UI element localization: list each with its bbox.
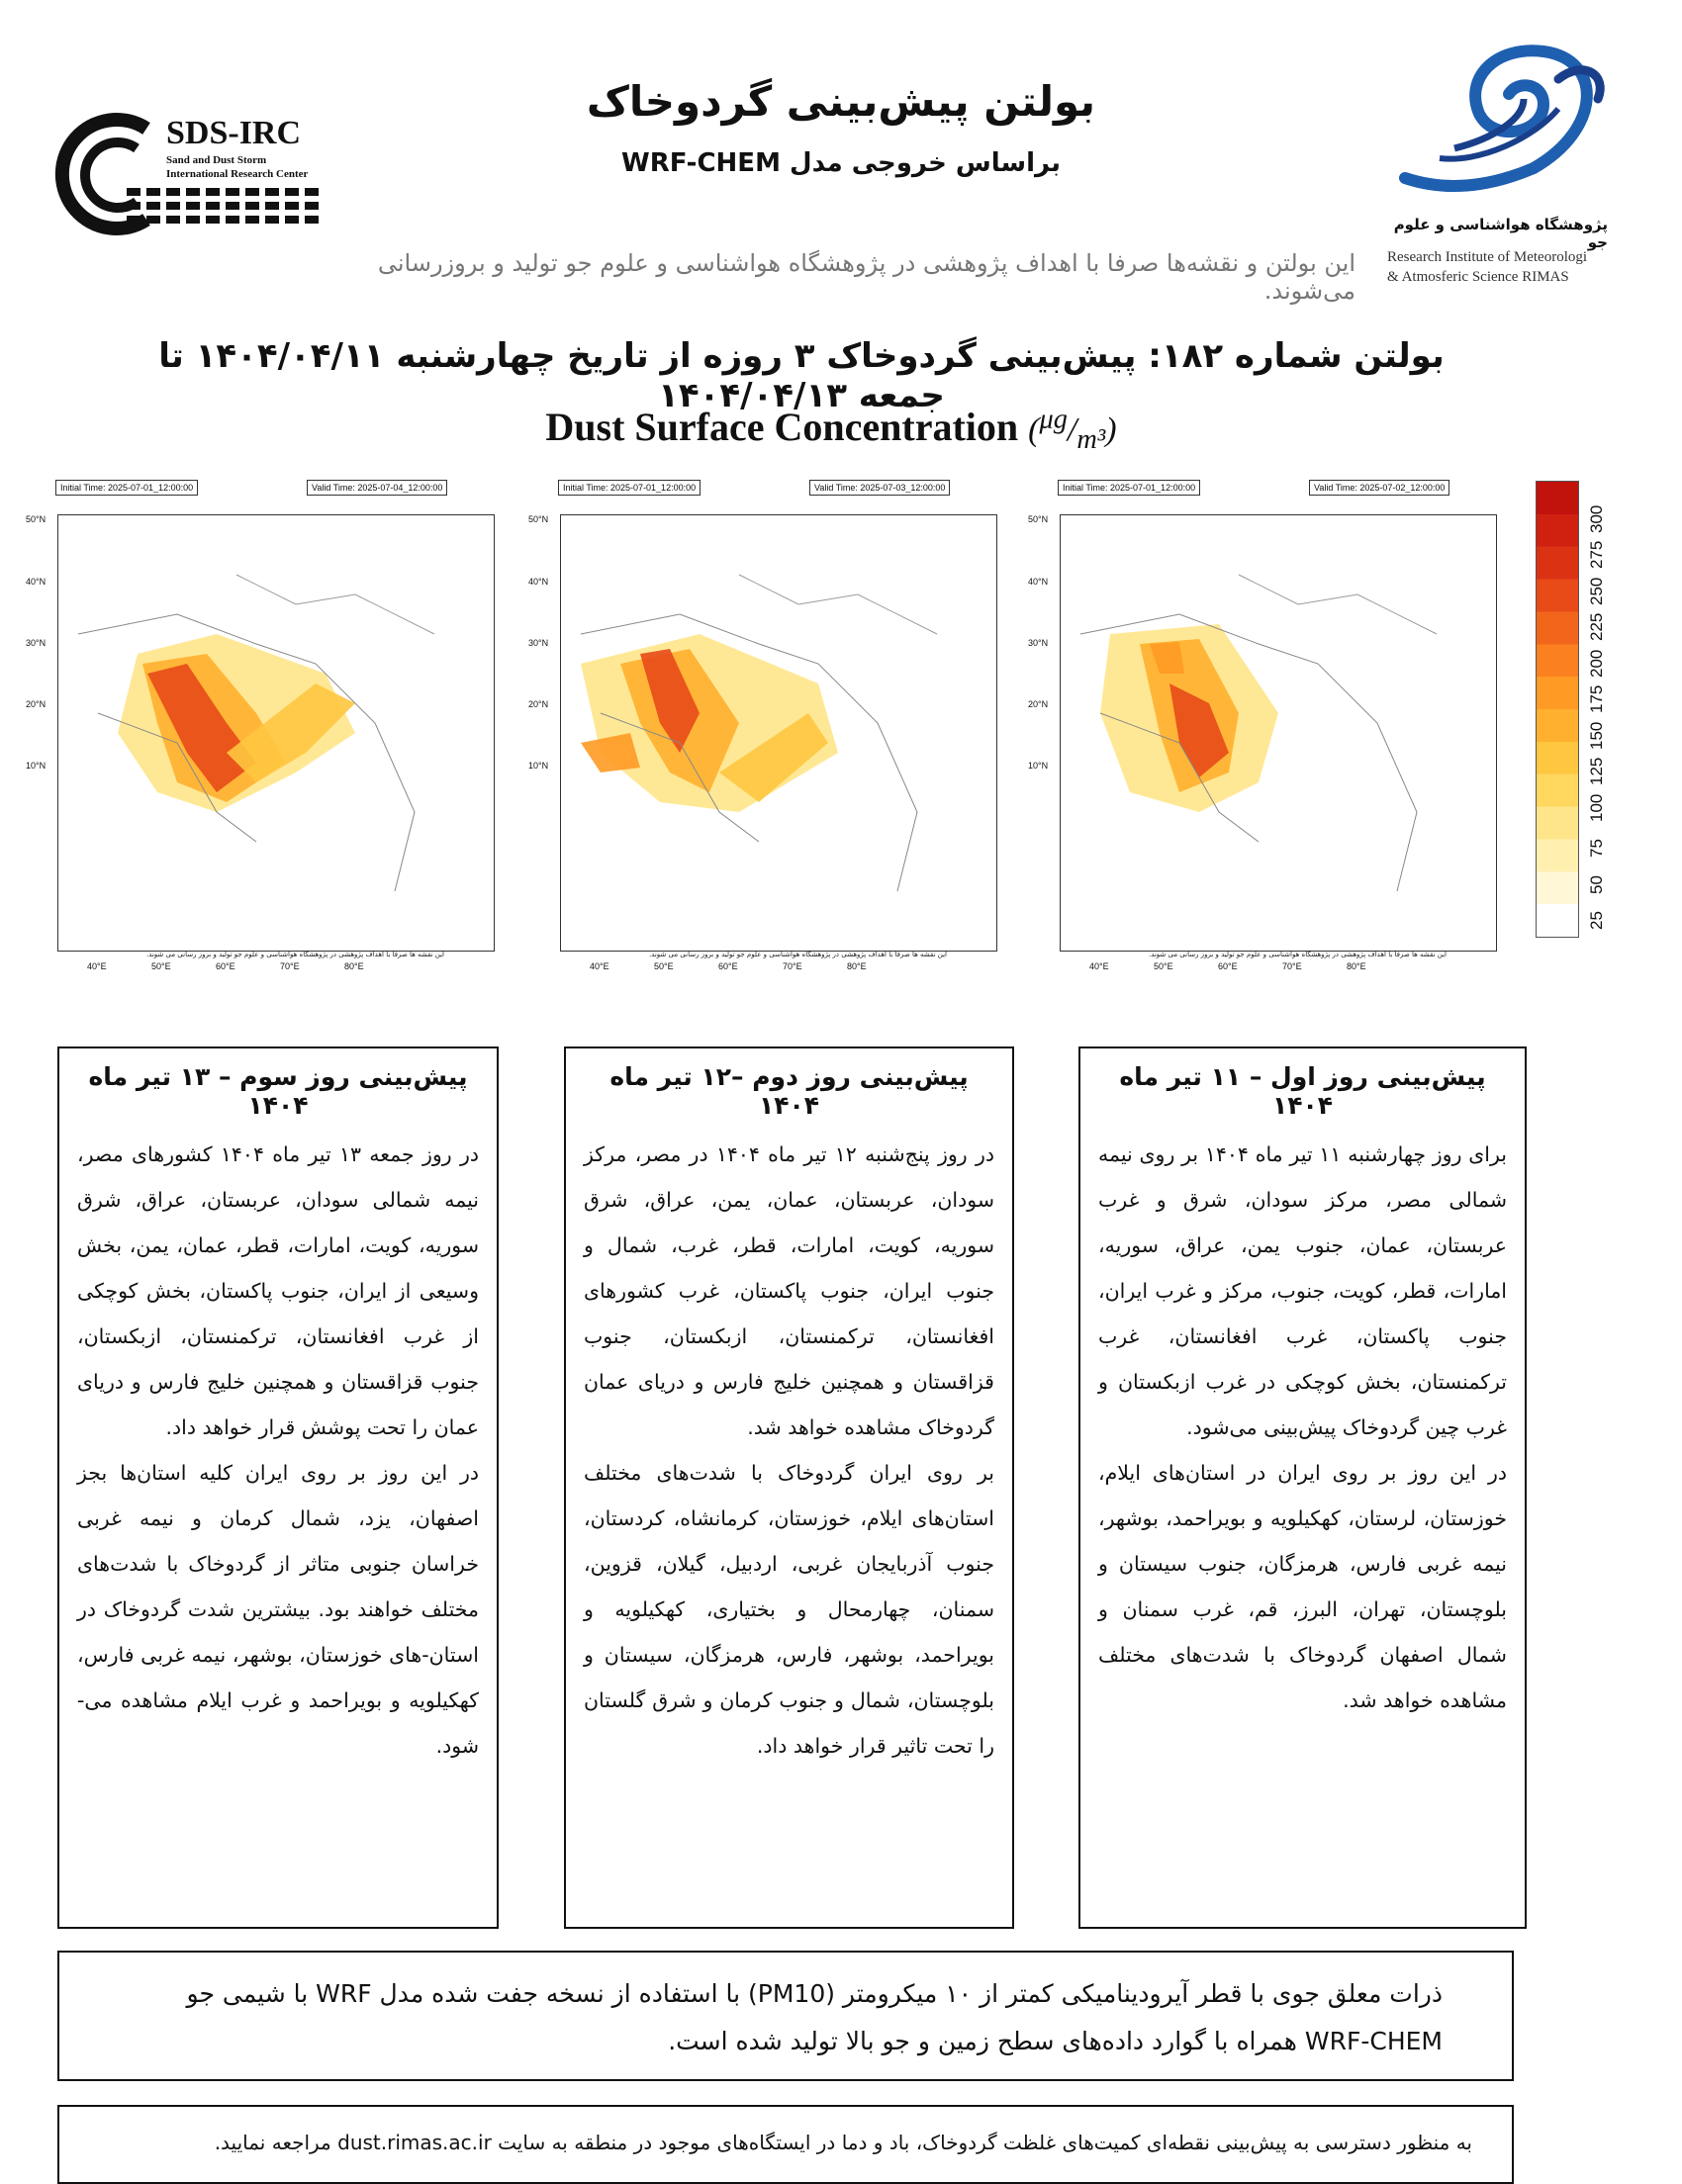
sds-logo-name: SDS-IRC <box>166 115 302 151</box>
colorbar-tick: 200 <box>1587 649 1606 678</box>
longitude-tick: 80°E <box>847 961 867 971</box>
latitude-tick: 20°N <box>26 699 47 709</box>
concentration-unit: $(^{\mu g}/_{m^3})$ <box>1028 404 1117 455</box>
forecast-day3-title: پیش‌بینی روز سوم – ۱۳ تیر ماه ۱۴۰۴ <box>88 1062 468 1120</box>
forecast-day3-paragraph2: در این روز بر روی ایران کلیه استان‌ها بجز اصفهان، یزد، شمال کرمان و نیمه غربی خراسان جنوبی متاثر از گردوخاک با شدت‌های مختلف خواهند بود. بیشترین شدت گردوخاک در استان-های خوزستان، بوشهر، نیمه غربی فارس، کهکیلویه و بویراحمد و غرب ایلام مشاهده می-شود. <box>77 1461 479 1758</box>
sds-logo-fullname-line1: Sand and Dust Storm <box>166 154 267 166</box>
latitude-tick: 40°N <box>528 577 549 587</box>
rimas-logo-english-line1: Research Institute of Meteorologi <box>1387 249 1588 265</box>
longitude-tick: 60°E <box>216 961 235 971</box>
forecast-day2-title: پیش‌بینی روز دوم –۱۲ تیر ماه ۱۴۰۴ <box>609 1062 969 1120</box>
unit-numerator: μg <box>1039 404 1068 435</box>
colorbar-tick: 250 <box>1587 577 1606 605</box>
forecast-day1-paragraph2: در این روز بر روی ایران در استان‌های ایلام، خوزستان، لرستان، کهکیلویه و بویراحمد، بوشهر، نیمه غربی فارس، هرمزگان، جنوب سیستان و بلوچستان، تهران، البرز، قم، غرب سمنان و شمال اصفهان گردوخاک با شدت‌های مختلف مشاهده خواهد شد. <box>1098 1461 1507 1712</box>
valid-time-label: Valid Time: 2025-07-03_12:00:00 <box>809 480 950 496</box>
concentration-colorbar <box>1536 481 1579 938</box>
dust-plume <box>561 515 996 951</box>
longitude-tick: 70°E <box>783 961 802 971</box>
colorbar-tick: 150 <box>1587 721 1606 750</box>
website-note-box: به منظور دسترسی به پیش‌بینی نقطه‌ای کمیت‌های غلظت گردوخاک، باد و دما در ایستگاه‌های موجود در منطقه به سایت dust.rimas.ac.ir مراجعه نمایید. <box>57 2105 1514 2184</box>
forecast-day2-paragraph2: بر روی ایران گردوخاک با شدت‌های مختلف استان‌های ایلام، خوزستان، کرمانشاه، کردستان، جنوب آذربایجان غربی، اردبیل، گیلان، قزوین، سمنان، چهارمحال و بختیاری، کهکیلویه و بویراحمد، بوشهر، فارس، هرمزگان، سیستان و بلوچستان، شمال و جنوب کرمان و شرق گلستان را تحت تاثیر قرار خواهد داد. <box>584 1461 994 1758</box>
colorbar-tick: 175 <box>1587 684 1606 713</box>
longitude-tick: 40°E <box>590 961 609 971</box>
forecast-day3-paragraph1: در روز جمعه ۱۳ تیر ماه ۱۴۰۴ کشورهای مصر، نیمه شمالی سودان، عربستان، عراق، شرق سوریه، کویت، امارات، قطر، عمان، یمن، بخش وسیعی از ایران، جنوب پاکستان، بخش کوچکی از غرب افغانستان، ترکمنستان، ازبکستان، جنوب قزاقستان و همچنین خلیج فارس و دریای عمان را تحت پوشش قرار خواهد داد. <box>77 1142 479 1439</box>
sds-logo-fullname-line2: International Research Center <box>166 168 309 180</box>
map-note: این نقشه ها صرفا با اهداف پژوهشی در پژوهشگاه هواشناسی و علوم جو تولید و بروز رسانی می شوند. <box>145 951 444 958</box>
pm10-note-box: ذرات معلق جوی با قطر آیرودینامیکی کمتر از ۱۰ میکرومتر (PM10) با استفاده از نسخه جفت شده مدل WRF با شیمی جو WRF-CHEM همراه با گوارد داده‌های سطح زمین و جو بالا تولید شده است. <box>57 1951 1514 2081</box>
colorbar-tick: 50 <box>1587 874 1606 894</box>
map-note: این نقشه ها صرفا با اهداف پژوهشی در پژوهشگاه هواشناسی و علوم جو تولید و بروز رسانی می شوند. <box>1148 951 1447 958</box>
colorbar-tick: 275 <box>1587 540 1606 569</box>
dust-map-day1 <box>1028 480 1509 984</box>
map-frame <box>1060 514 1497 958</box>
concentration-title-text: Dust Surface Concentration <box>545 405 1019 449</box>
longitude-tick: 60°E <box>1218 961 1238 971</box>
forecast-day1-box <box>1078 1046 1527 1929</box>
forecast-day1-paragraph1: برای روز چهارشنبه ۱۱ تیر ماه ۱۴۰۴ بر روی نیمه شمالی مصر، مرکز سودان، شرق و غرب عربستان، عمان، جنوب یمن، عراق، سوریه، امارات، قطر، کویت، جنوب، مرکز و غرب ایران، جنوب پاکستان، غرب افغانستان، غرب ترکمنستان، بخش کوچکی در غرب ازبکستان و غرب چین گردوخاک پیش‌بینی می‌شود. <box>1098 1142 1507 1439</box>
latitude-tick: 50°N <box>528 514 549 524</box>
latitude-tick: 30°N <box>26 638 47 648</box>
initial-time-label: Initial Time: 2025-07-01_12:00:00 <box>558 480 701 496</box>
valid-time-label: Valid Time: 2025-07-02_12:00:00 <box>1309 480 1449 496</box>
longitude-tick: 70°E <box>1282 961 1302 971</box>
dust-plume <box>58 515 494 951</box>
latitude-tick: 10°N <box>26 761 47 771</box>
map-note: این نقشه ها صرفا با اهداف پژوهشی در پژوهشگاه هواشناسی و علوم جو تولید و بروز رسانی می شوند. <box>648 951 947 958</box>
longitude-tick: 50°E <box>151 961 171 971</box>
forecast-day3-box <box>57 1046 499 1929</box>
latitude-tick: 30°N <box>528 638 549 648</box>
bulletin-header-subtitle: براساس خروجی مدل WRF-CHEM <box>621 148 1061 178</box>
longitude-tick: 40°E <box>87 961 107 971</box>
map-frame <box>560 514 997 958</box>
longitude-tick: 60°E <box>718 961 738 971</box>
colorbar-tick: 225 <box>1587 612 1606 641</box>
latitude-tick: 50°N <box>26 514 47 524</box>
latitude-tick: 10°N <box>528 761 549 771</box>
colorbar-tick: 25 <box>1587 911 1606 930</box>
dust-map-day2 <box>528 480 1009 984</box>
header-disclaimer: این بولتن و نقشه‌ها صرفا با اهداف پژوهشی در پژوهشگاه هواشناسی و علوم جو تولید و بروزرسانی می‌شوند. <box>377 249 1355 305</box>
map-frame <box>57 514 495 958</box>
bulletin-header-title: بولتن پیش‌بینی گردوخاک <box>586 77 1096 126</box>
longitude-tick: 80°E <box>1347 961 1366 971</box>
rimas-logo-persian-name: پژوهشگاه هواشناسی و علوم جو <box>1393 216 1608 251</box>
initial-time-label: Initial Time: 2025-07-01_12:00:00 <box>55 480 198 496</box>
latitude-tick: 20°N <box>1028 699 1049 709</box>
colorbar-tick: 100 <box>1587 793 1606 822</box>
rimas-logo <box>1385 40 1623 208</box>
dust-map-day3 <box>26 480 507 984</box>
latitude-tick: 50°N <box>1028 514 1049 524</box>
latitude-tick: 30°N <box>1028 638 1049 648</box>
bulletin-number-title: بولتن شماره ۱۸۲: پیش‌بینی گردوخاک ۳ روزه از تاریخ چهارشنبه ۱۴۰۴/۰۴/۱۱ تا جمعه ۱۴۰۴/۰۴/۱۳ <box>158 336 1445 415</box>
forecast-day1-title: پیش‌بینی روز اول – ۱۱ تیر ماه ۱۴۰۴ <box>1119 1062 1486 1120</box>
colorbar-tick: 125 <box>1587 757 1606 785</box>
colorbar-tick: 300 <box>1587 504 1606 533</box>
forecast-day2-paragraph1: در روز پنج‌شنبه ۱۲ تیر ماه ۱۴۰۴ در مصر، مرکز سودان، عربستان، عمان، یمن، عراق، شرق سوریه، کویت، امارات، قطر، غرب، شمال و جنوب ایران، جنوب پاکستان، غرب کشورهای افغانستان، ترکمنستان، ازبکستان، جنوب قزاقستان و همچنین خلیج فارس و دریای عمان گردوخاک مشاهده خواهد شد. <box>584 1142 994 1439</box>
dust-plume <box>1061 515 1496 951</box>
forecast-day2-box <box>564 1046 1014 1929</box>
longitude-tick: 70°E <box>280 961 300 971</box>
longitude-tick: 80°E <box>344 961 364 971</box>
longitude-tick: 50°E <box>1154 961 1173 971</box>
unit-denominator: m³ <box>1076 423 1106 455</box>
latitude-tick: 10°N <box>1028 761 1049 771</box>
latitude-tick: 40°N <box>26 577 47 587</box>
longitude-tick: 40°E <box>1089 961 1109 971</box>
valid-time-label: Valid Time: 2025-07-04_12:00:00 <box>307 480 447 496</box>
initial-time-label: Initial Time: 2025-07-01_12:00:00 <box>1058 480 1200 496</box>
rimas-logo-english-line2: & Atmosferic Science RIMAS <box>1387 269 1569 285</box>
latitude-tick: 40°N <box>1028 577 1049 587</box>
longitude-tick: 50°E <box>654 961 674 971</box>
concentration-title <box>475 404 1187 456</box>
latitude-tick: 20°N <box>528 699 549 709</box>
colorbar-tick: 75 <box>1587 839 1606 858</box>
